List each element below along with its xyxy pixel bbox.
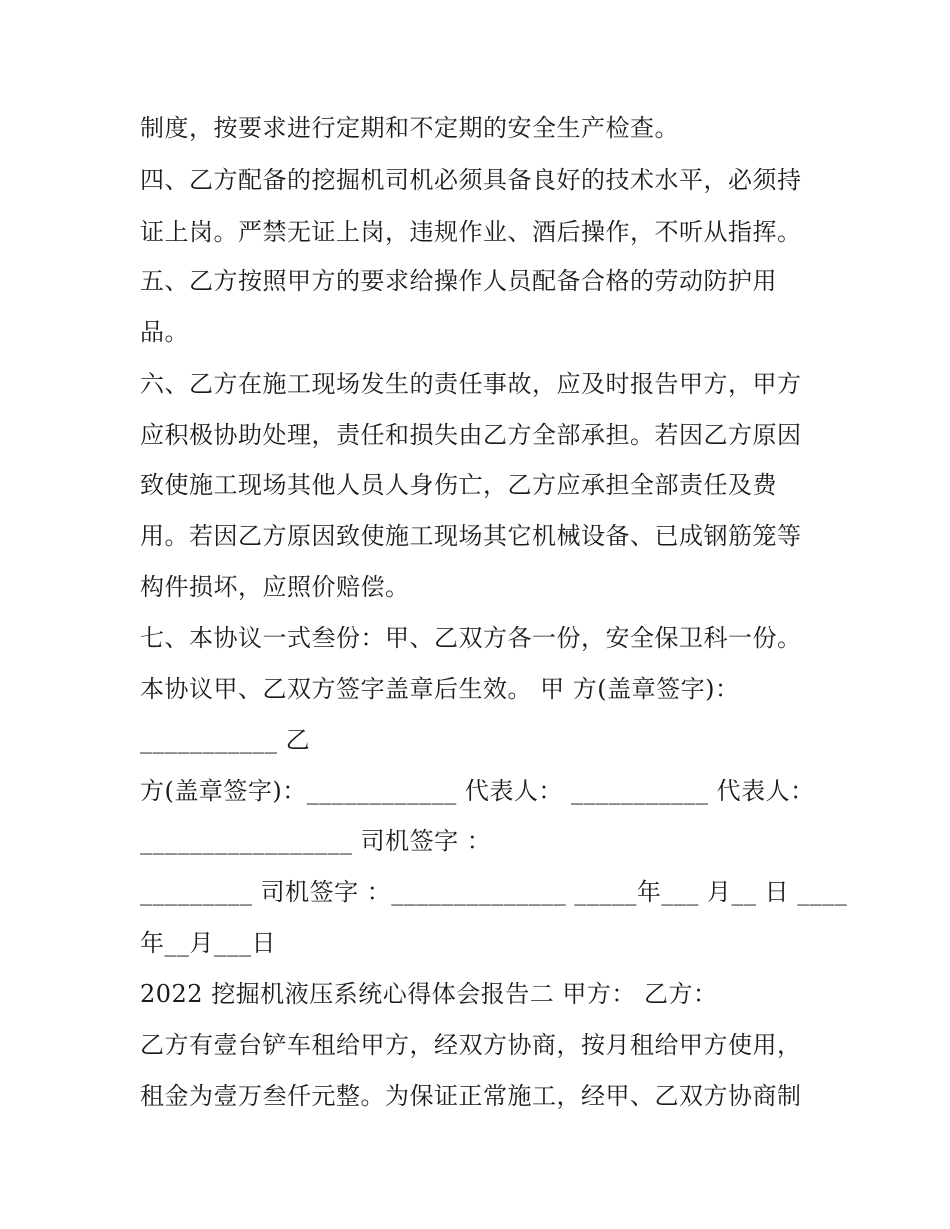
text-line: 五、乙方按照甲方的要求给操作人员配备合格的劳动防护用 bbox=[140, 267, 777, 295]
text-line: 品。 bbox=[140, 318, 189, 346]
text-line: 租金为壹万叁仟元整。为保证正常施工，经甲、乙双方协商制 bbox=[140, 1082, 802, 1110]
text-line: 构件损坏，应照价赔偿。 bbox=[140, 573, 410, 601]
text-line: 致使施工现场其他人员人身伤亡，乙方应承担全部责任及费 bbox=[140, 471, 777, 499]
signature-blank-line: _________ 司机签字 ：______________ _____年___ 月__ 日 ____ bbox=[140, 878, 848, 906]
text-line: 制度，按要求进行定期和不定期的安全生产检查。 bbox=[140, 114, 679, 142]
section-heading: 2022 挖掘机液压系统心得体会报告二 甲方： 乙方： bbox=[140, 980, 718, 1008]
signature-blank-line: 方(盖章签字)：____________ 代表人： ___________ 代表人： bbox=[140, 777, 815, 805]
text-line: 应积极协助处理，责任和损失由乙方全部承担。若因乙方原因 bbox=[140, 421, 802, 449]
text-line: 四、乙方配备的挖掘机司机必须具备良好的技术水平，必须持 bbox=[140, 166, 802, 194]
text-line: 证上岗。严禁无证上岗，违规作业、酒后操作，不听从指挥。 bbox=[140, 218, 802, 246]
text-line: 七、本协议一式叁份：甲、乙双方各一份，安全保卫科一份。 bbox=[140, 624, 802, 652]
text-line: 用。若因乙方原因致使施工现场其它机械设备、已成钢筋笼等 bbox=[140, 522, 802, 550]
text-line: 乙方有壹台铲车租给甲方，经双方协商，按月租给甲方使用， bbox=[140, 1031, 802, 1059]
text-line: 本协议甲、乙双方签字盖章后生效。 甲 方(盖章签字)： bbox=[140, 675, 740, 703]
signature-blank-line: ___________ 乙 bbox=[140, 726, 311, 754]
date-blank-line: 年__月___日 bbox=[140, 929, 276, 957]
signature-blank-line: _________________ 司机签字 ： bbox=[140, 827, 492, 855]
text-line: 六、乙方在施工现场发生的责任事故，应及时报告甲方，甲方 bbox=[140, 370, 802, 398]
